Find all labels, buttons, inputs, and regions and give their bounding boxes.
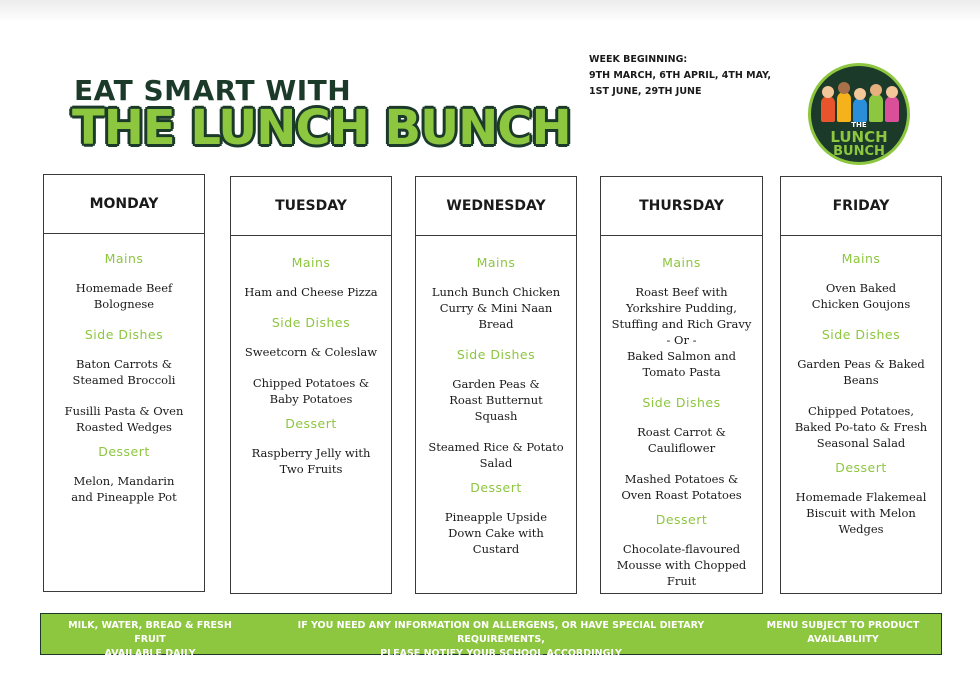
week-dates-line1: 9TH MARCH, 6TH APRIL, 4TH MAY, [589,70,771,81]
day-column-monday [43,174,205,592]
footer-left-line1: MILK, WATER, BREAD & FRESH FRUIT [68,620,232,645]
footer-right-line1: MENU SUBJECT TO PRODUCT [766,620,920,631]
dish-dessert: Homemade Flakemeal Biscuit with Melon Wedges [795,490,927,536]
logo-kid-figure [853,98,867,122]
footer-banner [40,613,942,659]
dish-side: Steamed Rice & Potato Salad [428,440,564,470]
logo-kid-figure [837,92,851,122]
dish-dessert: Raspberry Jelly with Two Fruits [251,446,371,476]
title-eat-smart: EAT SMART WITH [74,74,352,107]
logo-kid-figure [821,96,835,122]
logo-text-lunch: LUNCH [830,128,888,146]
dish-main-or: - Or - [666,333,697,347]
logo-kid-head [854,88,866,100]
week-label: WEEK BEGINNING: [589,54,688,65]
day-header-thursday: THURSDAY [601,177,762,236]
dish-main: Ham and Cheese Pizza [244,285,378,299]
dish-dessert: Chocolate-flavoured Mousse with Chopped Fruit [616,542,747,588]
dish-dessert: Pineapple Upside Down Cake with Custard [444,510,548,556]
top-shadow [0,0,980,22]
section-dessert: Dessert [655,512,708,527]
section-side-dishes: Side Dishes [84,327,164,342]
footer-left-line2: AVAILABLE DAILY [104,648,196,659]
section-mains: Mains [476,255,516,270]
section-mains: Mains [662,255,701,270]
section-dessert: Dessert [835,460,887,475]
section-side-dishes: Side Dishes [642,395,721,410]
day-header-tuesday: TUESDAY [231,177,391,236]
dish-side: Chipped Potatoes, Baked Po-tato & Fresh Seasonal Salad [794,404,928,450]
week-dates-line2: 1ST JUNE, 29TH JUNE [589,86,702,97]
day-column-thursday [600,176,763,594]
footer-middle-line1: IF YOU NEED ANY INFORMATION ON ALLERGENS, OR HAVE SPECIAL DIETARY REQUIREMENTS, [297,620,705,645]
section-dessert: Dessert [285,416,337,431]
section-dessert: Dessert [98,444,150,459]
footer-availability-note [753,619,933,647]
dish-main: Homemade Beef Bolognese [75,281,173,311]
dish-side: Chipped Potatoes & Baby Potatoes [252,376,370,406]
footer-middle-line2: PLEASE NOTIFY YOUR SCHOOL ACCORDINGLY [380,648,622,659]
dish-side: Mashed Potatoes & Oven Roast Potatoes [621,472,742,502]
day-column-friday [780,176,942,594]
lunch-bunch-logo [808,63,910,165]
day-header-friday: FRIDAY [781,177,941,236]
day-header-monday: MONDAY [44,175,204,234]
day-column-wednesday [415,176,577,594]
title-lunch-bunch: THE LUNCH BUNCH [72,100,571,156]
footer-right-line2: AVAILABLIITY [807,634,879,645]
section-dessert: Dessert [470,480,522,495]
logo-kid-head [822,86,834,98]
logo-text-the: THE [851,121,867,129]
dish-side: Garden Peas & Roast Butternut Squash [449,377,543,423]
logo-text-bunch: BUNCH [833,144,885,159]
logo-kid-head [870,84,882,96]
section-side-dishes: Side Dishes [821,327,901,342]
dish-main: Lunch Bunch Chicken Curry & Mini Naan Bread [431,285,561,331]
dish-side: Garden Peas & Baked Beans [797,357,925,387]
logo-kid-figure [885,96,899,122]
section-side-dishes: Side Dishes [271,315,351,330]
dish-main: Oven Baked Chicken Goujons [811,281,911,311]
section-mains: Mains [841,251,881,266]
day-header-wednesday: WEDNESDAY [416,177,576,236]
logo-kid-head [838,82,850,94]
logo-kid-figure [869,94,883,122]
dish-main-option-a: Roast Beef with Yorkshire Pudding, Stuffing and Rich Gravy [611,285,752,331]
dish-side: Fusilli Pasta & Oven Roasted Wedges [64,404,184,434]
week-beginning [589,52,771,100]
dish-side: Sweetcorn & Coleslaw [244,345,378,359]
section-mains: Mains [291,255,331,270]
section-mains: Mains [104,251,144,266]
section-side-dishes: Side Dishes [456,347,536,362]
dish-side: Roast Carrot & Cauliflower [637,425,726,455]
logo-kid-head [886,86,898,98]
footer-allergen-note [263,619,739,661]
footer-milk-water-note [55,619,245,661]
day-column-tuesday [230,176,392,594]
dish-dessert: Melon, Mandarin and Pineapple Pot [71,474,177,504]
dish-main-option-b: Baked Salmon and Tomato Pasta [626,349,737,379]
dish-side: Baton Carrots & Steamed Broccoli [72,357,176,387]
